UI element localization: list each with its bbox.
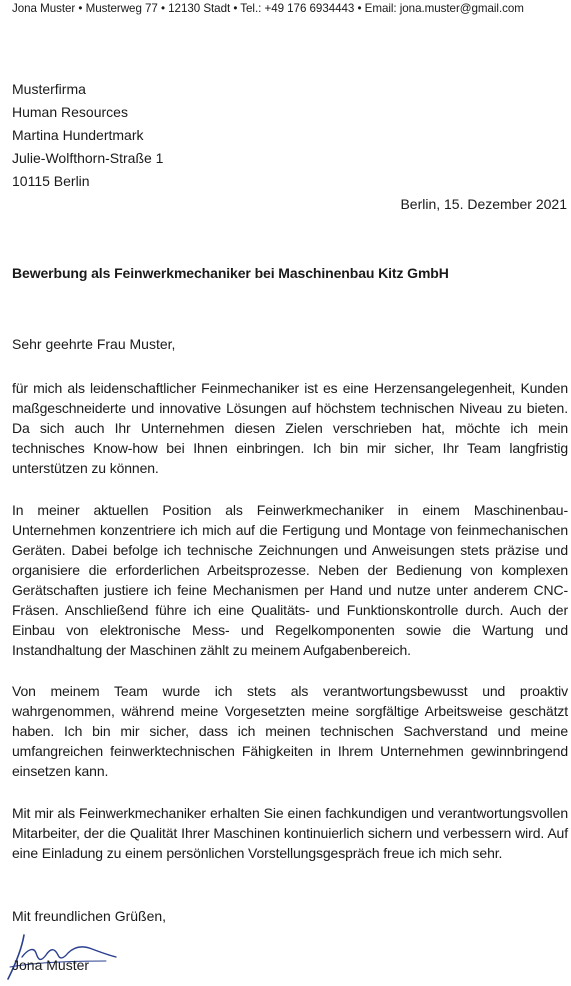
recipient-company: Musterfirma bbox=[12, 81, 86, 97]
recipient-contact: Martina Hundertmark bbox=[12, 127, 144, 143]
recipient-city: 10115 Berlin bbox=[12, 173, 90, 189]
salutation: Sehr geehrte Frau Muster, bbox=[12, 336, 176, 352]
recipient-street: Julie-Wolfthorn-Straße 1 bbox=[12, 150, 164, 166]
body-paragraph-1: für mich als leidenschaftlicher Feinmechaniker ist es eine Herzensangelegenheit, Kunden maßgeschneiderte und innovative Lösungen auf höchstem technischen Niveau zu bieten. Da sich auch Ihr Unternehmen diesen Zielen verschrieben hat, möchte ich mein technisches Know-how bei Ihnen einbringen. Ich bin mir sicher, Ihr Team langfristig unterstützen zu können. bbox=[12, 380, 568, 476]
sender-name: Jona Muster bbox=[12, 957, 90, 973]
body-paragraph-2: In meiner aktuellen Position als Feinwerkmechaniker in einem Maschinenbau-Unternehmen konzentriere ich mich auf die Fertigung und Montage von feinmechanischen Geräten. Dabei befolge ich technische Zeichnungen und Anweisungen stets präzise und organisiere die erforderlichen Arbeitsprozesse. Neben der Bedienung von komplexen Gerätschaften justiere ich feine Mechanismen per Hand und nutze unter anderem CNC-Fräsen. Anschließend führe ich eine Qualitäts- und Funktionskontrolle durch. Auch der Einbau von elektronische Mess- und Regelkomponenten sowie die Wartung und Instandhaltung der Maschinen zählt zu meinem Aufgabenbereich. bbox=[12, 502, 568, 658]
sender-contact-line: Jona Muster • Musterweg 77 • 12130 Stadt • Tel.: +49 176 6934443 • Email: jona.muster@gmail.com bbox=[12, 2, 524, 15]
body-paragraph-3: Von meinem Team wurde ich stets als verantwortungsbewusst und proaktiv wahrgenommen, während meine Vorgesetzten meine sorgfältige Arbeitsweise geschätzt haben. Ich bin mir sicher, dass ich meinen technischen Sachverstand und meine umfangreichen feinwerktechnischen Fähigkeiten in Ihrem Unternehmen gewinnbringend einsetzen kann. bbox=[12, 683, 568, 779]
recipient-address bbox=[12, 78, 312, 193]
letter-date: Berlin, 15. Dezember 2021 bbox=[400, 196, 567, 212]
closing-phrase: Mit freundlichen Grüßen, bbox=[12, 908, 167, 924]
recipient-department: Human Resources bbox=[12, 104, 128, 120]
letter-subject: Bewerbung als Feinwerkmechaniker bei Maschinenbau Kitz GmbH bbox=[12, 265, 449, 281]
body-paragraph-4: Mit mir als Feinwerkmechaniker erhalten Sie einen fachkundigen und verantwortungsvollen Mitarbeiter, der die Qualität Ihrer Maschinen kontinuierlich sichern und verbessern wird. Auf eine Einladung zu einem persönlichen Vorstellungsgespräch freue ich mich sehr. bbox=[12, 805, 568, 861]
